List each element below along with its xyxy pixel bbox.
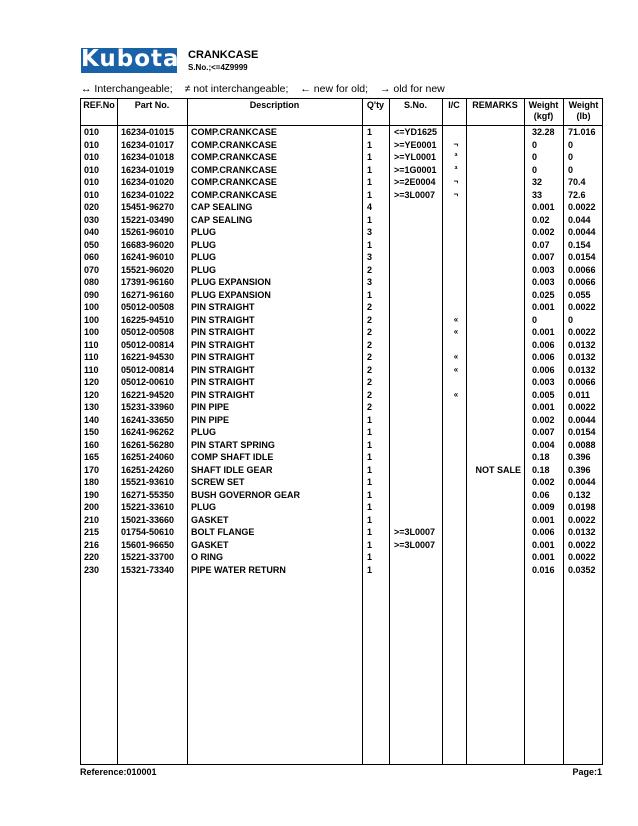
table-row bbox=[81, 126, 604, 139]
cell-weight-lb: 0.0132 bbox=[568, 527, 596, 537]
header-ic: I/C bbox=[448, 100, 460, 110]
cell-weight-kgf: 0.001 bbox=[532, 402, 555, 412]
cell-description: PLUG bbox=[191, 427, 217, 437]
cell-ref: 110 bbox=[84, 364, 99, 375]
cell-ref: 215 bbox=[84, 527, 100, 537]
cell-qty: 4 bbox=[367, 202, 373, 212]
table-row bbox=[81, 289, 604, 302]
cell-qty: 1 bbox=[367, 527, 373, 537]
cell-ref: 050 bbox=[84, 239, 100, 250]
header-weight-lb-line2: (lb) bbox=[576, 111, 591, 121]
cell-qty: 1 bbox=[367, 239, 373, 250]
cell-ic: ¬ bbox=[453, 139, 459, 149]
cell-part-no: 16251-24060 bbox=[121, 452, 175, 462]
cell-qty: 2 bbox=[367, 302, 373, 312]
reference-number: Reference:010001 bbox=[80, 767, 157, 777]
table-row bbox=[81, 401, 604, 414]
cell-weight-lb: 0.0132 bbox=[568, 339, 596, 350]
cell-description: PLUG bbox=[191, 252, 217, 262]
cell-qty: 2 bbox=[367, 364, 373, 375]
cell-part-no: 16241-96010 bbox=[121, 252, 175, 262]
cell-weight-lb: 0.0088 bbox=[568, 439, 596, 450]
cell-serial: >=3L0007 bbox=[394, 539, 436, 550]
cell-weight-lb: 0.0066 bbox=[568, 277, 596, 287]
cell-ref: 010 bbox=[84, 177, 100, 187]
cell-weight-lb: 0.0132 bbox=[568, 364, 596, 375]
header-weight-lb bbox=[563, 100, 604, 122]
cell-description: COMP.CRANKCASE bbox=[191, 127, 277, 137]
table-row bbox=[81, 189, 604, 202]
cell-ref: 230 bbox=[84, 564, 100, 575]
cell-part-no: 15321-73340 bbox=[121, 564, 175, 575]
cell-qty: 2 bbox=[367, 377, 373, 387]
table-row bbox=[81, 414, 604, 427]
cell-description: PLUG bbox=[191, 264, 217, 275]
cell-part-no: 17391-96160 bbox=[121, 277, 175, 287]
cell-ref: 010 bbox=[84, 164, 100, 175]
cell-weight-kgf: 0.07 bbox=[532, 239, 550, 250]
cell-weight-lb: 0.0022 bbox=[568, 202, 596, 212]
cell-part-no: 16234-01015 bbox=[121, 127, 175, 137]
cell-part-no: 15451-96270 bbox=[121, 202, 175, 212]
cell-weight-kgf: 0.003 bbox=[532, 377, 555, 387]
cell-ref: 216 bbox=[84, 539, 100, 550]
cell-weight-kgf: 0.002 bbox=[532, 477, 555, 487]
cell-description: PIN START SPRING bbox=[191, 439, 275, 450]
cell-qty: 1 bbox=[367, 289, 373, 300]
table-row bbox=[81, 164, 604, 177]
cell-weight-lb: 0.0198 bbox=[568, 502, 596, 512]
table-row bbox=[81, 389, 604, 402]
cell-ref: 010 bbox=[84, 139, 100, 150]
cell-weight-lb: 0 bbox=[568, 139, 574, 150]
cell-part-no: 16234-01019 bbox=[121, 164, 175, 175]
cell-serial: >=YE0001 bbox=[394, 139, 437, 150]
cell-weight-lb: 0.0022 bbox=[568, 327, 596, 337]
table-row bbox=[81, 539, 604, 552]
cell-part-no: 05012-00814 bbox=[121, 339, 175, 350]
cell-ref: 020 bbox=[84, 202, 100, 212]
parts-table bbox=[80, 98, 603, 765]
cell-part-no: 16221-94520 bbox=[121, 389, 175, 400]
cell-ref: 080 bbox=[84, 277, 100, 287]
cell-ref: 120 bbox=[84, 377, 100, 387]
cell-qty: 1 bbox=[367, 464, 373, 475]
cell-weight-lb: 0.132 bbox=[568, 489, 591, 500]
cell-part-no: 15521-96020 bbox=[121, 264, 175, 275]
cell-ic: ¬ bbox=[453, 189, 459, 199]
cell-weight-kgf: 0.002 bbox=[532, 227, 555, 237]
cell-weight-lb: 0.0022 bbox=[568, 302, 596, 312]
cell-weight-kgf: 0.006 bbox=[532, 339, 555, 350]
cell-weight-kgf: 0.006 bbox=[532, 364, 555, 375]
cell-weight-kgf: 0.007 bbox=[532, 252, 555, 262]
cell-ic: « bbox=[453, 352, 459, 361]
cell-description: PIN STRAIGHT bbox=[191, 352, 255, 362]
cell-part-no: 15221-33700 bbox=[121, 552, 175, 562]
cell-weight-lb: 0.0154 bbox=[568, 252, 596, 262]
cell-description: SHAFT IDLE GEAR bbox=[191, 464, 273, 475]
table-row bbox=[81, 514, 604, 527]
cell-qty: 2 bbox=[367, 339, 373, 350]
cell-qty: 1 bbox=[367, 414, 373, 425]
cell-ref: 100 bbox=[84, 327, 100, 337]
cell-serial: <=YD1625 bbox=[394, 127, 438, 137]
cell-weight-kgf: 0.005 bbox=[532, 389, 555, 400]
cell-ref: 110 bbox=[84, 352, 99, 362]
cell-weight-kgf: 0.007 bbox=[532, 427, 555, 437]
cell-ref: 190 bbox=[84, 489, 100, 500]
table-row bbox=[81, 339, 604, 352]
cell-ref: 130 bbox=[84, 402, 100, 412]
cell-ic: ¬ bbox=[453, 177, 459, 186]
cell-weight-kgf: 0 bbox=[532, 139, 538, 150]
cell-serial: >=YL0001 bbox=[394, 152, 437, 162]
cell-weight-lb: 0.0066 bbox=[568, 264, 596, 275]
cell-weight-kgf: 0.002 bbox=[532, 414, 555, 425]
cell-qty: 3 bbox=[367, 277, 373, 287]
cell-part-no: 05012-00610 bbox=[121, 377, 175, 387]
cell-qty: 2 bbox=[367, 327, 373, 337]
cell-weight-kgf: 0.18 bbox=[532, 464, 550, 475]
cell-ref: 060 bbox=[84, 252, 100, 262]
cell-weight-lb: 0.0022 bbox=[568, 539, 596, 550]
cell-weight-lb: 0.396 bbox=[568, 464, 591, 475]
cell-description: GASKET bbox=[191, 539, 229, 550]
legend-old-for-new: → old for new bbox=[379, 83, 445, 95]
header-weight-kgf bbox=[524, 100, 563, 122]
cell-serial: >=3L0007 bbox=[394, 527, 436, 537]
cell-qty: 1 bbox=[367, 564, 373, 575]
cell-description: PIPE WATER RETURN bbox=[191, 564, 286, 575]
cell-weight-kgf: 32 bbox=[532, 177, 543, 187]
header-sno: S.No. bbox=[403, 100, 427, 110]
cell-weight-lb: 0.055 bbox=[568, 289, 591, 300]
cell-weight-lb: 0 bbox=[568, 164, 574, 175]
cell-ref: 010 bbox=[84, 152, 100, 162]
cell-description: COMP.CRANKCASE bbox=[191, 139, 277, 150]
cell-weight-lb: 0.0154 bbox=[568, 427, 596, 437]
cell-description: PLUG bbox=[191, 502, 217, 512]
header-weight-kgf-line1: Weight bbox=[528, 100, 559, 110]
cell-part-no: 16234-01017 bbox=[121, 139, 175, 150]
header-ref: REF.No bbox=[83, 100, 115, 110]
cell-ref: 180 bbox=[84, 477, 100, 487]
header-weight-kgf-line2: (kgf) bbox=[533, 111, 554, 121]
cell-part-no: 01754-50610 bbox=[121, 527, 175, 537]
cell-description: PLUG EXPANSION bbox=[191, 277, 271, 287]
cell-part-no: 16225-94510 bbox=[121, 314, 175, 325]
cell-part-no: 15521-93610 bbox=[121, 477, 175, 487]
cell-part-no: 16241-33650 bbox=[121, 414, 175, 425]
cell-weight-lb: 70.4 bbox=[568, 177, 586, 187]
cell-qty: 2 bbox=[367, 402, 373, 412]
cell-part-no: 15231-33960 bbox=[121, 402, 175, 412]
cell-qty: 1 bbox=[367, 514, 373, 525]
cell-qty: 2 bbox=[367, 264, 373, 275]
cell-description: PIN STRAIGHT bbox=[191, 364, 255, 375]
table-row bbox=[81, 301, 604, 314]
cell-weight-kgf: 0.025 bbox=[532, 289, 555, 300]
cell-description: CAP SEALING bbox=[191, 202, 253, 212]
cell-description: CAP SEALING bbox=[191, 214, 253, 225]
table-row bbox=[81, 276, 604, 289]
cell-part-no: 15221-33610 bbox=[121, 502, 175, 512]
table-row bbox=[81, 226, 604, 239]
cell-weight-kgf: 32.28 bbox=[532, 127, 555, 137]
table-row bbox=[81, 176, 604, 189]
cell-weight-lb: 0.0044 bbox=[568, 227, 596, 237]
cell-weight-kgf: 0.001 bbox=[532, 514, 555, 525]
table-row bbox=[81, 201, 604, 214]
cell-part-no: 05012-00814 bbox=[121, 364, 175, 375]
table-row bbox=[81, 551, 604, 564]
cell-part-no: 16221-94530 bbox=[121, 352, 175, 362]
header-weight-lb-line1: Weight bbox=[568, 100, 599, 110]
cell-part-no: 05012-00508 bbox=[121, 327, 175, 337]
table-row bbox=[81, 251, 604, 264]
cell-weight-kgf: 0.003 bbox=[532, 264, 555, 275]
table-row bbox=[81, 564, 604, 577]
cell-weight-kgf: 0.003 bbox=[532, 277, 555, 287]
cell-ref: 010 bbox=[84, 127, 100, 137]
symbol-legend bbox=[81, 83, 454, 95]
cell-qty: 1 bbox=[367, 214, 373, 225]
legend-new-for-old: ← new for old; bbox=[300, 83, 369, 95]
cell-description: BUSH GOVERNOR GEAR bbox=[191, 489, 301, 500]
cell-weight-lb: 0.011 bbox=[568, 389, 591, 400]
cell-ref: 110 bbox=[84, 339, 99, 350]
table-row bbox=[81, 464, 604, 477]
cell-weight-kgf: 33 bbox=[532, 189, 543, 200]
page-number: Page:1 bbox=[572, 767, 602, 777]
cell-description: PIN STRAIGHT bbox=[191, 314, 255, 325]
cell-part-no: 16683-96020 bbox=[121, 239, 175, 250]
cell-weight-kgf: 0 bbox=[532, 152, 538, 162]
cell-qty: 1 bbox=[367, 439, 373, 450]
table-row bbox=[81, 214, 604, 227]
cell-part-no: 16234-01022 bbox=[121, 189, 175, 200]
cell-ic: ª bbox=[454, 152, 458, 161]
cell-description: PLUG EXPANSION bbox=[191, 289, 271, 300]
cell-weight-lb: 0.0022 bbox=[568, 402, 596, 412]
header-description: Description bbox=[249, 100, 300, 110]
cell-weight-kgf: 0.004 bbox=[532, 439, 555, 450]
header-remarks: REMARKS bbox=[472, 100, 518, 110]
cell-part-no: 16234-01018 bbox=[121, 152, 175, 162]
cell-part-no: 15261-96010 bbox=[121, 227, 175, 237]
cell-weight-lb: 0 bbox=[568, 314, 574, 325]
cell-ref: 070 bbox=[84, 264, 100, 275]
cell-description: PIN STRAIGHT bbox=[191, 327, 255, 337]
cell-ic: « bbox=[453, 364, 459, 374]
cell-ref: 150 bbox=[84, 427, 100, 437]
cell-qty: 1 bbox=[367, 152, 373, 162]
cell-qty: 1 bbox=[367, 477, 373, 487]
cell-part-no: 15601-96650 bbox=[121, 539, 175, 550]
serial-range: S.No.;<=4Z9999 bbox=[188, 63, 248, 72]
cell-qty: 1 bbox=[367, 164, 373, 175]
cell-description: PIN STRAIGHT bbox=[191, 377, 255, 387]
cell-description: PIN PIPE bbox=[191, 402, 230, 412]
cell-part-no: 15221-03490 bbox=[121, 214, 175, 225]
table-row bbox=[81, 264, 604, 277]
cell-qty: 2 bbox=[367, 389, 373, 400]
cell-qty: 1 bbox=[367, 502, 373, 512]
cell-weight-lb: 0 bbox=[568, 152, 574, 162]
cell-qty: 3 bbox=[367, 227, 373, 237]
cell-ref: 210 bbox=[84, 514, 100, 525]
table-row bbox=[81, 376, 604, 389]
cell-weight-kgf: 0 bbox=[532, 164, 538, 175]
cell-description: COMP.CRANKCASE bbox=[191, 164, 277, 175]
cell-ref: 160 bbox=[84, 439, 100, 450]
cell-weight-lb: 0.0022 bbox=[568, 552, 596, 562]
header-qty: Q'ty bbox=[366, 100, 385, 110]
cell-weight-lb: 0.0044 bbox=[568, 477, 596, 487]
cell-description: PIN PIPE bbox=[191, 414, 230, 425]
cell-weight-kgf: 0 bbox=[532, 314, 538, 325]
table-row bbox=[81, 526, 604, 539]
cell-qty: 1 bbox=[367, 177, 373, 187]
cell-weight-kgf: 0.06 bbox=[532, 489, 550, 500]
cell-serial: >=1G0001 bbox=[394, 164, 437, 175]
cell-serial: >=3L0007 bbox=[394, 189, 436, 200]
cell-description: PLUG bbox=[191, 227, 217, 237]
cell-weight-kgf: 0.001 bbox=[532, 327, 555, 337]
legend-interchangeable: ↔ Interchangeable; bbox=[81, 83, 173, 95]
cell-weight-lb: 0.0044 bbox=[568, 414, 596, 425]
cell-ic: ª bbox=[454, 164, 458, 174]
cell-ref: 170 bbox=[84, 464, 100, 475]
logo-text: Kubota bbox=[81, 46, 180, 72]
table-row bbox=[81, 239, 604, 252]
cell-description: O RING bbox=[191, 552, 224, 562]
table-row bbox=[81, 501, 604, 514]
cell-part-no: 16241-96262 bbox=[121, 427, 175, 437]
table-row bbox=[81, 151, 604, 164]
cell-weight-kgf: 0.009 bbox=[532, 502, 555, 512]
cell-description: PIN STRAIGHT bbox=[191, 339, 255, 350]
table-row bbox=[81, 351, 604, 364]
cell-ref: 040 bbox=[84, 227, 100, 237]
kubota-logo bbox=[81, 46, 180, 73]
cell-part-no: 05012-00508 bbox=[121, 302, 175, 312]
cell-qty: 1 bbox=[367, 427, 373, 437]
cell-weight-kgf: 0.001 bbox=[532, 539, 555, 550]
cell-weight-kgf: 0.02 bbox=[532, 214, 550, 225]
cell-description: PIN STRAIGHT bbox=[191, 302, 255, 312]
cell-qty: 1 bbox=[367, 552, 373, 562]
cell-weight-kgf: 0.006 bbox=[532, 527, 555, 537]
cell-qty: 1 bbox=[367, 489, 373, 500]
cell-weight-lb: 0.0352 bbox=[568, 564, 596, 575]
cell-part-no: 16261-56280 bbox=[121, 439, 175, 450]
cell-description: COMP SHAFT IDLE bbox=[191, 452, 274, 462]
table-row bbox=[81, 439, 604, 452]
table-row bbox=[81, 326, 604, 339]
cell-description: BOLT FLANGE bbox=[191, 527, 255, 537]
cell-weight-lb: 0.396 bbox=[568, 452, 591, 462]
cell-part-no: 16234-01020 bbox=[121, 177, 175, 187]
cell-ref: 220 bbox=[84, 552, 100, 562]
table-row bbox=[81, 489, 604, 502]
cell-part-no: 16271-55350 bbox=[121, 489, 175, 500]
cell-ref: 200 bbox=[84, 502, 100, 512]
table-row bbox=[81, 139, 604, 152]
cell-description: PIN STRAIGHT bbox=[191, 389, 255, 400]
cell-serial: >=2E0004 bbox=[394, 177, 436, 187]
page-title: CRANKCASE bbox=[188, 49, 259, 61]
cell-qty: 1 bbox=[367, 452, 373, 462]
cell-weight-lb: 0.0022 bbox=[568, 514, 596, 525]
cell-ic: « bbox=[453, 327, 459, 336]
cell-ic: « bbox=[453, 314, 459, 324]
cell-ref: 010 bbox=[84, 189, 100, 200]
cell-ref: 100 bbox=[84, 314, 100, 325]
cell-ic: « bbox=[453, 389, 459, 399]
cell-remarks: NOT SALE bbox=[475, 464, 521, 475]
cell-ref: 165 bbox=[84, 452, 100, 462]
cell-description: COMP.CRANKCASE bbox=[191, 189, 277, 200]
cell-ref: 090 bbox=[84, 289, 100, 300]
cell-description: GASKET bbox=[191, 514, 229, 525]
cell-weight-lb: 0.154 bbox=[568, 239, 591, 250]
cell-part-no: 16251-24260 bbox=[121, 464, 175, 475]
cell-weight-lb: 72.6 bbox=[568, 189, 586, 200]
cell-ref: 140 bbox=[84, 414, 100, 425]
header-part: Part No. bbox=[134, 100, 170, 110]
cell-qty: 1 bbox=[367, 539, 373, 550]
cell-description: PLUG bbox=[191, 239, 217, 250]
legend-not-interchangeable: ≠ not interchangeable; bbox=[184, 83, 289, 95]
cell-weight-kgf: 0.016 bbox=[532, 564, 555, 575]
cell-qty: 1 bbox=[367, 127, 373, 137]
cell-qty: 2 bbox=[367, 352, 373, 362]
cell-qty: 3 bbox=[367, 252, 373, 262]
cell-weight-kgf: 0.006 bbox=[532, 352, 555, 362]
cell-part-no: 16271-96160 bbox=[121, 289, 175, 300]
cell-weight-lb: 0.0066 bbox=[568, 377, 596, 387]
cell-qty: 1 bbox=[367, 189, 373, 200]
cell-ref: 120 bbox=[84, 389, 100, 400]
cell-weight-lb: 71.016 bbox=[568, 127, 596, 137]
cell-weight-lb: 0.0132 bbox=[568, 352, 596, 362]
cell-ref: 100 bbox=[84, 302, 100, 312]
cell-description: COMP.CRANKCASE bbox=[191, 152, 277, 162]
table-row bbox=[81, 314, 604, 327]
cell-part-no: 15021-33660 bbox=[121, 514, 175, 525]
cell-weight-kgf: 0.001 bbox=[532, 552, 555, 562]
cell-qty: 2 bbox=[367, 314, 373, 325]
table-row bbox=[81, 364, 604, 377]
table-row bbox=[81, 426, 604, 439]
cell-description: SCREW SET bbox=[191, 477, 245, 487]
cell-weight-kgf: 0.18 bbox=[532, 452, 550, 462]
cell-weight-kgf: 0.001 bbox=[532, 202, 555, 212]
cell-qty: 1 bbox=[367, 139, 373, 150]
table-row bbox=[81, 451, 604, 464]
cell-ref: 030 bbox=[84, 214, 100, 225]
cell-weight-lb: 0.044 bbox=[568, 214, 591, 225]
cell-description: COMP.CRANKCASE bbox=[191, 177, 277, 187]
cell-weight-kgf: 0.001 bbox=[532, 302, 555, 312]
table-row bbox=[81, 476, 604, 489]
